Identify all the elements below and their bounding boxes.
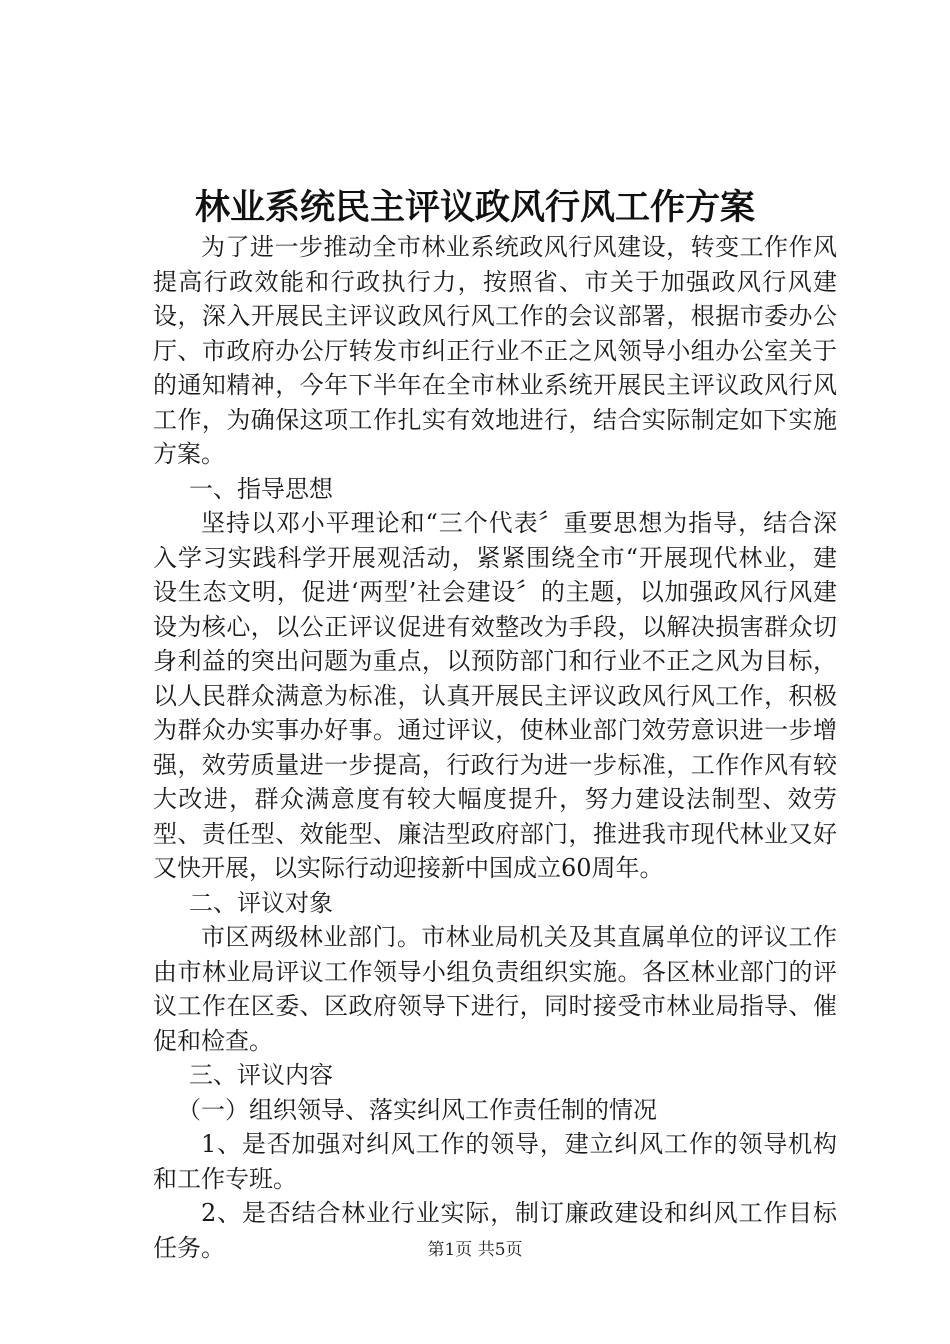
document-body [153,230,837,1265]
document-title: 林业系统民主评议政风行风工作方案 [194,187,755,228]
section-heading-review-content: 三、评议内容 [189,1061,333,1089]
intro-paragraph: 为了进一步推动全市林业系统政风行风建设，转变工作作风提高行政效能和行政执行力，按照省、市关于加强政风行风建设，深入开展民主评议政风行风工作的会议部署，根据市委办公厅、市政府办公厅转发市纠正行业不正之风领导小组办公室关于的通知精神，今年下半年在全市林业系统开展民主评议政风行风工作，为确保这项工作扎实有效地进行，结合实际制定如下实施方案。 [153,233,837,468]
subsection-heading-organization: （一）组织领导、落实纠风工作责任制的情况 [177,1095,657,1124]
guiding-ideology-paragraph: 坚持以邓小平理论和“三个代表〞重要思想为指导，结合深入学习实践科学开展观活动，紧紧围绕全市“开展现代林业，建设生态文明，促进‘两型’社会建设〞的主题，以加强政风行风建设为核心，以公正评议促进有效整改为手段，以解决损害群众切身利益的突出问题为重点，以预防部门和行业不正之风为目标，以人民群众满意为标准，认真开展民主评议政风行风工作，积极为群众办实事办好事。通过评议，使林业部门效劳意识进一步增强，效劳质量进一步提高，行政行为进一步标准，工作作风有较大改进，群众满意度有较大幅度提升，努力建设法制型、效劳型、责任型、效能型、廉洁型政府部门，推进我市现代林业又好又快开展，以实际行动迎接新中国成立60周年。 [153,509,837,882]
list-item: 1、是否加强对纠风工作的领导，建立纠风工作的领导机构和工作专班。 [153,1130,837,1193]
list-item: 2、是否结合林业行业实际，制订廉政建设和纠风工作目标任务。 [153,1199,837,1262]
review-targets-paragraph: 市区两级林业部门。市林业局机关及其直属单位的评议工作由市林业局评议工作领导小组负责组织实施。各区林业部门的评议工作在区委、区政府领导下进行，同时接受市林业局指导、催促和检查。 [153,923,837,1055]
section-heading-review-targets: 二、评议对象 [189,888,333,917]
page-footer: 第1页 共5页 [427,1240,523,1260]
section-heading-guiding-ideology: 一、指导思想 [189,474,333,503]
